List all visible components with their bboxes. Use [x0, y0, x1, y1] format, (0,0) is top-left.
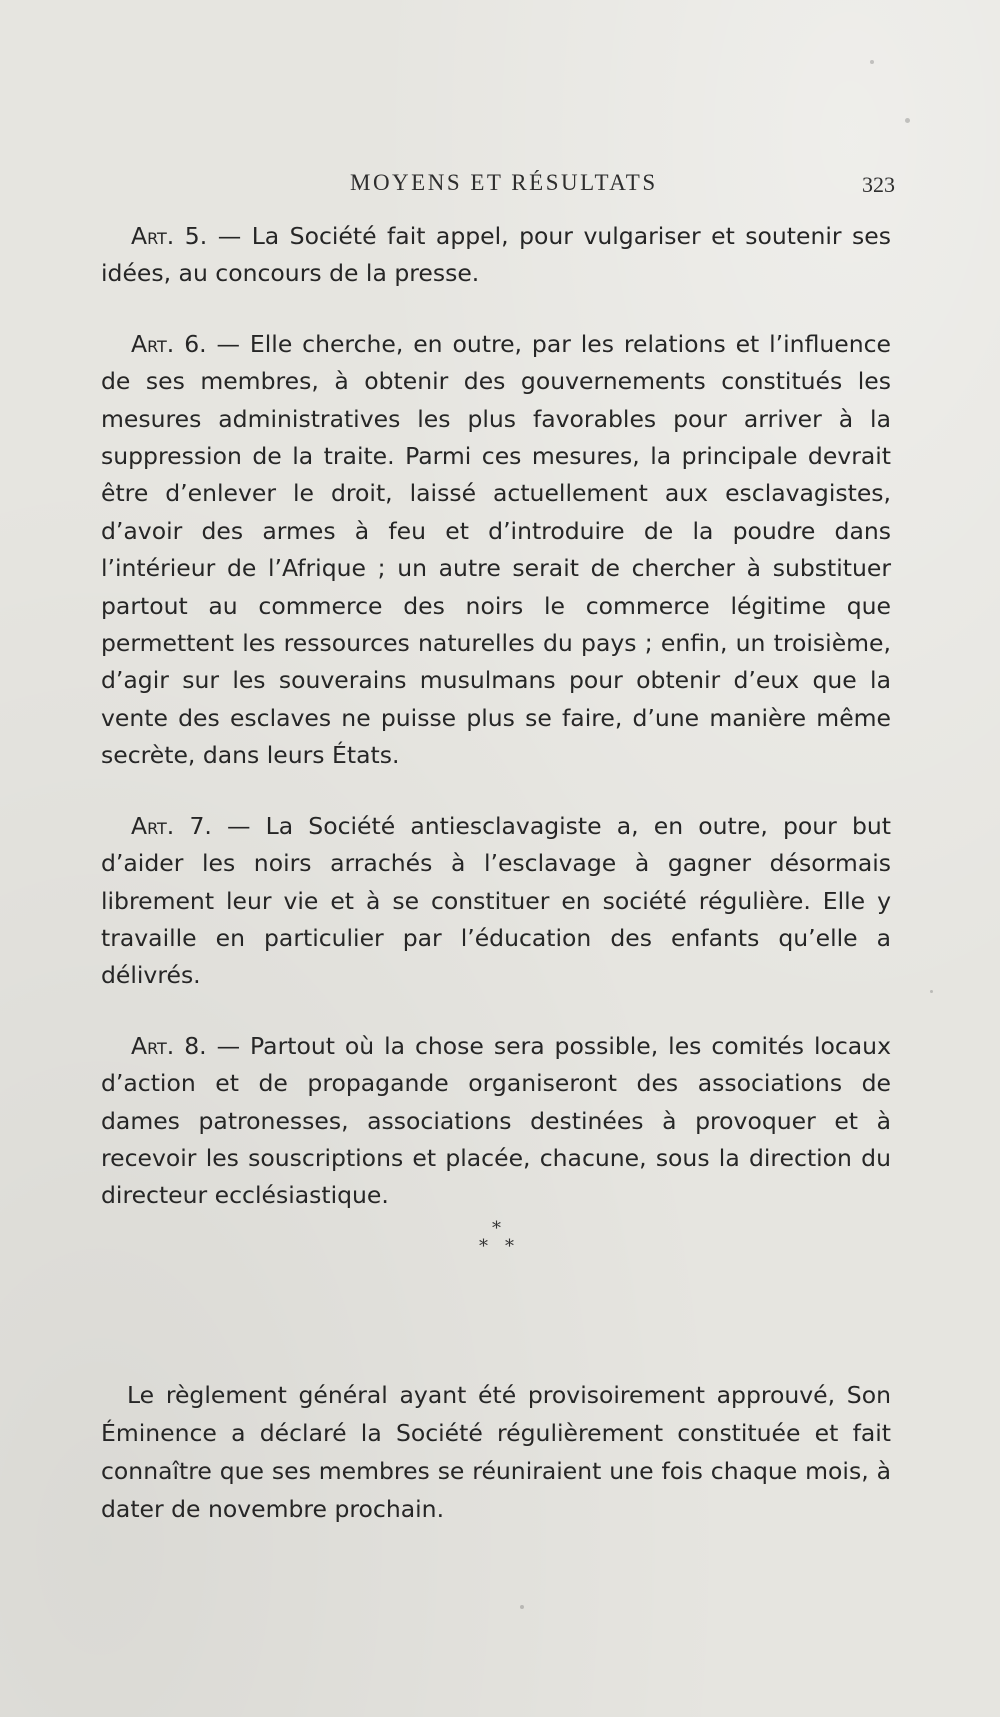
article-list	[101, 218, 891, 1215]
article-number: 7.	[189, 811, 212, 840]
running-head: MOYENS ET RÉSULTATS	[350, 170, 658, 195]
article-number: 8.	[184, 1031, 207, 1060]
paper-speck	[905, 118, 910, 123]
article-label: Art.	[131, 811, 175, 840]
article-5	[101, 218, 891, 293]
article-number: 6.	[184, 329, 207, 358]
article-text: — La Société fait appel, pour vulgariser et soutenir ses idées, au concours de la presse.	[101, 222, 891, 288]
article-number: 5.	[184, 222, 208, 250]
asterism-separator	[477, 1218, 527, 1268]
asterism-star-right: *	[505, 1236, 514, 1257]
paper-speck	[870, 60, 874, 64]
article-label: Art.	[131, 1031, 175, 1060]
page-number: 323	[862, 172, 895, 197]
article-text: — Elle cherche, en outre, par les relations et l’influence de ses membres, à obtenir des gouvernements constitués les mesures administratives les plus favorables pour arriver à la suppression de la traite. Parmi ces mesures, la principale devrait être d’enlever le droit, laissé actuellement aux esclavagistes, d’avoir des armes à feu et d’introduire de la poudre dans l’intérieur de l’Afrique ; un autre serait de chercher à substituer partout au commerce des noirs le commerce légitime que permettent les ressources naturelles du pays ; enfin, un troisième, d’agir sur les souverains musulmans pour obtenir d’eux que la vente des esclaves ne puisse plus se faire, d’une manière même secrète, dans leurs États.	[101, 329, 891, 770]
article-7	[101, 808, 891, 995]
asterism-star-left: *	[479, 1236, 488, 1257]
article-8	[101, 1028, 891, 1215]
asterism-star-top: *	[492, 1218, 501, 1239]
article-6	[101, 326, 891, 775]
paper-speck	[520, 1605, 524, 1609]
article-text: — Partout où la chose sera possible, les comités locaux d’action et de propagande organiseront des associations de dames patronesses, associations destinées à provoquer et à recevoir les souscriptions et placée, chacune, sous la direction du directeur ecclésiastique.	[101, 1031, 891, 1210]
paper-speck	[930, 990, 933, 993]
closing-paragraph: Le règlement général ayant été provisoirement approuvé, Son Éminence a déclaré la Société régulièrement constituée et fait connaître que ses membres se réuniraient une fois chaque mois, à dater de novembre prochain.	[101, 1380, 891, 1523]
article-label: Art.	[131, 329, 175, 358]
article-text: — La Société antiesclavagiste a, en outre, pour but d’aider les noirs arrachés à l’esclavage à gagner désormais librement leur vie et à se constituer en société régulière. Elle y travaille en particulier par l’éducation des enfants qu’elle a délivrés.	[101, 811, 891, 990]
article-label: Art.	[131, 222, 175, 250]
